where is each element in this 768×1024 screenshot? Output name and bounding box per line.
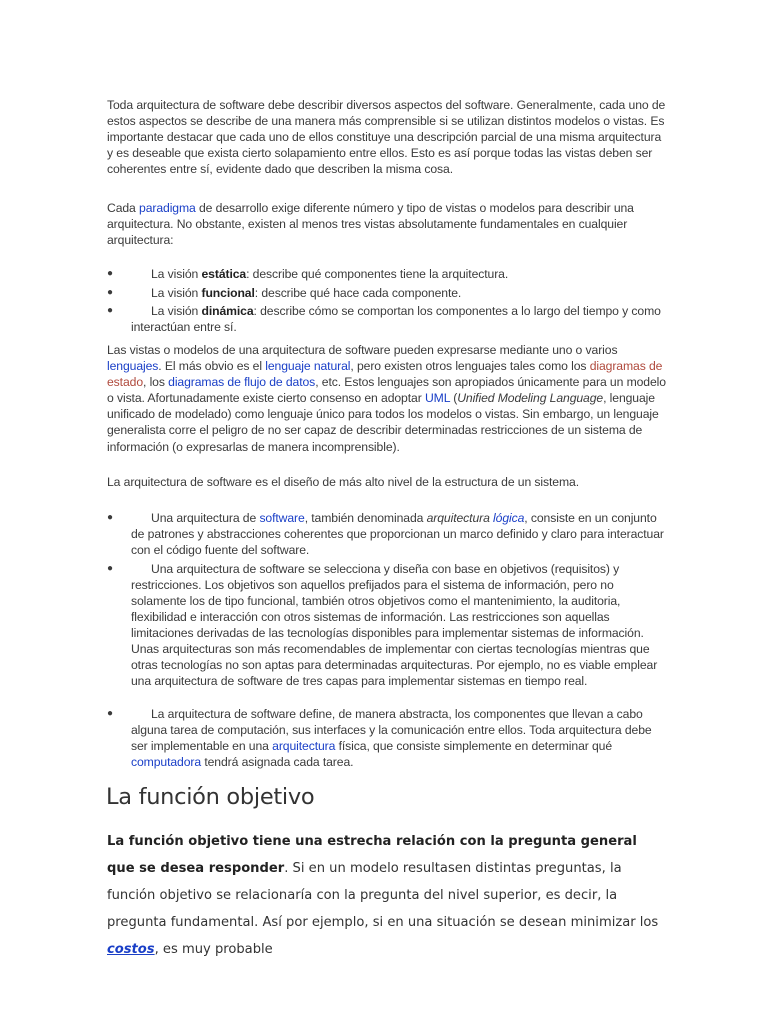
text-run: La visión	[151, 304, 202, 319]
text-run: tendrá asignada cada tarea.	[201, 754, 354, 769]
languages-paragraph	[107, 342, 667, 455]
list-item-functional-view	[107, 285, 667, 301]
section-heading: La función objetivo	[106, 784, 315, 810]
text-run: , también denominada	[304, 511, 427, 525]
bullet-icon: ●	[107, 286, 113, 298]
text-run: , etc. Estos lenguajes son apropiados únicamente para un modelo o vista. Afortunadamente existe cierto consenso en adoptar	[107, 375, 666, 406]
definitions-list	[107, 510, 667, 772]
list-item-abstract-definition	[107, 706, 667, 770]
bold-term: dinámica	[201, 304, 254, 319]
link-software[interactable]: software	[259, 511, 305, 525]
link-logica[interactable]: lógica	[493, 511, 525, 525]
text-run: La visión	[151, 267, 202, 281]
link-diagramas-de-estado[interactable]: diagramas de estado	[107, 359, 663, 390]
bullet-icon: ●	[107, 562, 113, 574]
list-item-objectives	[107, 561, 667, 690]
link-arquitectura[interactable]: arquitectura	[272, 738, 336, 753]
text-run: física, que consiste simplemente en determinar qué	[335, 738, 613, 753]
link-costos[interactable]: costos	[107, 942, 155, 957]
definition-paragraph: La arquitectura de software es el diseño de más alto nivel de la estructura de un sistema.	[107, 475, 579, 489]
text-run: , los	[143, 375, 169, 390]
bold-term: estática	[201, 267, 247, 281]
link-uml[interactable]: UML	[424, 391, 450, 406]
text-run: . Si en un modelo resultasen distintas preguntas, la función objetivo se relacionaría con la pregunta del nivel superior, es decir, la pregunta fundamental. Así por ejemplo, si en una situación se desean minimizar los	[107, 861, 659, 930]
bold-term: funcional	[201, 285, 255, 300]
bullet-icon: ●	[107, 512, 113, 523]
text-run: : describe cómo se comportan los componentes a lo largo del tiempo y como interactúan entre sí.	[131, 304, 661, 335]
link-diagramas-de-flujo[interactable]: diagramas de flujo de datos	[168, 375, 316, 390]
text-run: Una arquitectura de software se selecciona y diseña con base en objetivos (requisitos) y restricciones. Los objetivos son aquellos prefijados para el sistema de información, pero no solamente los de tipo funcional, también otros objetivos como el mantenimiento, la auditoria, flexibilidad e interacción con otros sistemas de información. Las restricciones son aquellas limitaciones derivadas de las tecnologías disponibles para implementar sistemas de información. Unas arquitecturas son más recomendables de implementar con ciertas tecnologías mientras que otras tecnologías no son aptas para determinadas arquitecturas. Por ejemplo, no es viable emplear una arquitectura de software de tres capas para implementar sistemas en tiempo real.	[131, 561, 658, 689]
bullet-icon: ●	[107, 268, 113, 279]
text-run: , pero existen otros lenguajes tales como los	[350, 359, 590, 374]
list-item-logical-architecture	[107, 510, 667, 558]
text-run: Cada	[107, 201, 140, 215]
intro-paragraph: Toda arquitectura de software debe describir diversos aspectos del software. Generalmente, cada uno de estos aspectos se describe de una manera más comprensible si se utilizan distintos modelos o vistas. Es importante destacar que cada uno de ellos constituye una descripción parcial de una misma arquitectura y es deseable que exista cierto solapamiento entre ellos. Esto es así porque todas las vistas deben ser coherentes entre sí, evidente dado que describen la misma cosa.	[107, 98, 666, 177]
text-run: : describe qué componentes tiene la arquitectura.	[246, 267, 509, 281]
text-run: de desarrollo exige diferente número y tipo de vistas o modelos para describir una arquitectura. No obstante, existen al menos tres vistas absolutamente fundamentales en cualquier arquitectura:	[107, 201, 634, 248]
link-paradigma[interactable]: paradigma	[139, 201, 196, 215]
list-item-static-view	[107, 266, 667, 282]
text-run: La arquitectura de software define, de manera abstracta, los componentes que llevan a cabo alguna tarea de computación, sus interfaces y la comunicación entre ellos. Toda arquitectura debe ser implementable en una	[131, 706, 652, 753]
text-run: (	[449, 391, 458, 406]
text-run: , es muy probable	[154, 942, 273, 957]
text-run: , lenguaje unificado de modelado) como lenguaje único para todos los modelos o vistas. Sin embargo, un lenguaje generalista corre el peligro de no ser capaz de describir determinadas restricciones de un sistema de información (o expresarlas de manera incomprensible).	[107, 391, 659, 454]
italic-term: Unified Modeling Language	[457, 391, 604, 406]
views-intro-paragraph	[107, 200, 667, 248]
text-run: Las vistas o modelos de una arquitectura de software pueden expresarse mediante uno o varios	[107, 343, 618, 357]
list-item-dynamic-view	[107, 303, 667, 335]
italic-term: arquitectura	[426, 511, 494, 525]
text-run: . El más obvio es el	[158, 359, 266, 374]
text-run: : describe qué hace cada componente.	[254, 285, 462, 300]
link-computadora[interactable]: computadora	[131, 754, 202, 769]
objective-function-paragraph	[107, 828, 667, 963]
text-run: La visión	[151, 285, 202, 300]
bold-sentence: La función objetivo tiene una estrecha relación con la pregunta general que se desea responder	[107, 834, 637, 876]
bullet-icon: ●	[107, 305, 113, 317]
link-lenguaje-natural[interactable]: lenguaje natural	[265, 359, 351, 374]
text-run: , consiste en un conjunto de patrones y abstracciones coherentes que proporcionan un marco definido y claro para interactuar con el código fuente del software.	[131, 511, 664, 558]
text-run: Una arquitectura de	[151, 511, 260, 525]
views-list	[107, 266, 667, 338]
link-lenguajes[interactable]: lenguajes	[107, 359, 159, 374]
bullet-icon: ●	[107, 707, 113, 719]
